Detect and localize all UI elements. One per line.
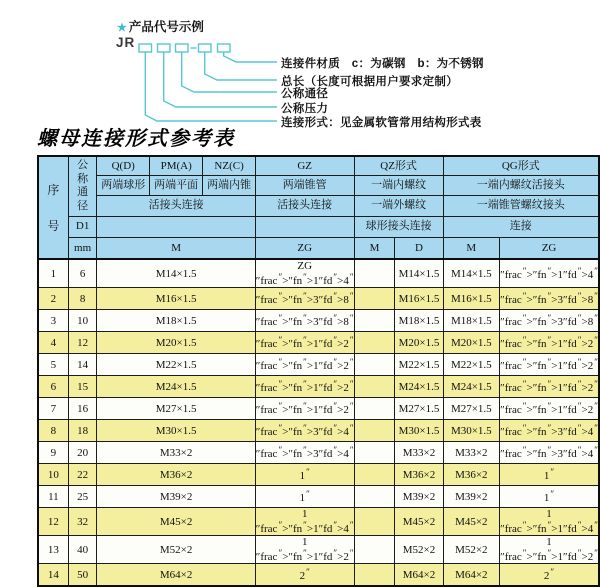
cell-qz-m [354, 376, 395, 398]
cell-serial: 11 [38, 486, 68, 508]
cell-qg-m: M39×2 [443, 486, 500, 508]
cell-zg: ″frac″>″fn″>1″fd″>2″ [255, 398, 354, 420]
code-box-2 [158, 44, 171, 52]
cell-qz-m [354, 332, 395, 354]
table-row [38, 464, 599, 486]
cell-qg-zg: ″frac″>″fn″>3″fd″>4″ [500, 420, 599, 442]
cell-qg-zg: ″frac″>″fn″>1″fd″>2″ [500, 354, 599, 376]
cell-m-thread: M16×1.5 [97, 288, 255, 310]
cell-qg-m: M20×1.5 [443, 332, 500, 354]
cell-zg: 1 ″frac″>″fn″>1″fd″>2″ [255, 536, 354, 563]
header-qg-desc2: 一端锥管螺纹接头 [443, 195, 599, 216]
callout-label-pressure: 公称压力 [281, 103, 329, 115]
header-pm: PM(A) [149, 156, 203, 175]
diagram-heading [117, 17, 204, 35]
callout-label-connection: 连接形式：见金属软管常用结构形式表 [281, 117, 482, 129]
diagram-heading-text: 产品代号示例 [128, 20, 204, 34]
cell-qz-m [354, 259, 395, 288]
cell-qg-zg: ″frac″>″fn″>1″fd″>2″ [500, 398, 599, 420]
header-qz-m-unit: M [354, 237, 395, 259]
nut-connection-reference-table [37, 155, 600, 587]
cell-m-thread: M52×2 [97, 536, 255, 564]
cell-m-thread: M24×1.5 [97, 376, 255, 398]
cell-qg-zg: 2″ [500, 564, 599, 587]
cell-m-thread: M36×2 [97, 464, 255, 486]
cell-qz-d: M52×2 [395, 536, 443, 564]
table-row [38, 332, 599, 354]
cell-zg: ″frac″>″fn″>1″fd″>2″ [255, 332, 354, 354]
header-qz-d-unit: D [395, 237, 443, 259]
cell-qg-zg: ″frac″>″fn″>1″fd″>4″ [500, 259, 599, 288]
cell-qz-m [354, 288, 395, 310]
cell-serial: 9 [38, 442, 68, 464]
cell-zg: 1″ [255, 486, 354, 508]
product-code-prefix: JR [116, 35, 136, 50]
cell-qg-zg: ″frac″>″fn″>1″fd″>2″ [500, 332, 599, 354]
cell-m-thread: M27×1.5 [97, 398, 255, 420]
cell-dn-mm: 12 [68, 332, 97, 354]
cell-zg: ″frac″>″fn″>3″fd″>8″ [255, 288, 354, 310]
cell-qg-m: M45×2 [443, 508, 500, 536]
cell-qg-zg: 1 ″frac″>″fn″>1″fd″>2″ [500, 536, 598, 563]
header-zg-unit: ZG [255, 237, 354, 259]
cell-qg-m: M27×1.5 [443, 398, 500, 420]
code-box-4 [199, 44, 212, 52]
cell-serial: 13 [38, 536, 68, 564]
cell-m-thread: M39×2 [97, 486, 255, 508]
cell-qz-d: M36×2 [395, 464, 443, 486]
table-row [38, 398, 599, 420]
cell-serial: 14 [38, 564, 68, 587]
table-row [38, 354, 599, 376]
cell-zg: ″frac″>″fn″>3″fd″>4″ [255, 420, 354, 442]
cell-qg-zg: 1 ″frac″>″fn″>1″fd″>4″ [500, 508, 598, 535]
cell-serial: 7 [38, 398, 68, 420]
cell-qg-m: M24×1.5 [443, 376, 500, 398]
cell-dn-mm: 40 [68, 536, 97, 564]
header-qz-desc3: 球形接头连接 [354, 216, 443, 237]
table-row [38, 536, 599, 564]
cell-qg-zg: ″frac″>″fn″>3″fd″>4″ [500, 442, 599, 464]
cell-qg-zg: ″frac″>″fn″>1″fd″>2″ [500, 376, 599, 398]
header-qg-desc3: 连接 [443, 216, 599, 237]
table-row [38, 420, 599, 442]
code-box-5 [218, 44, 231, 52]
cell-qz-d: M27×1.5 [395, 398, 443, 420]
cell-qz-m [354, 486, 395, 508]
cell-dn-mm: 8 [68, 288, 97, 310]
cell-dn-mm: 50 [68, 564, 97, 587]
cell-m-thread: M14×1.5 [97, 259, 255, 288]
cell-zg: 2″ [255, 564, 354, 587]
cell-qz-m [354, 310, 395, 332]
cell-qg-m: M22×1.5 [443, 354, 500, 376]
cell-dn-mm: 32 [68, 508, 97, 536]
callout-line-1 [224, 52, 277, 62]
header-q-desc: 两端球形 [97, 175, 149, 195]
cell-m-thread: M33×2 [97, 442, 255, 464]
table-row [38, 259, 599, 288]
header-gz: GZ [255, 156, 354, 175]
cell-qg-m: M16×1.5 [443, 288, 500, 310]
cell-dn-mm: 6 [68, 259, 97, 288]
header-qz-desc2: 一端外螺纹 [354, 195, 443, 216]
cell-serial: 10 [38, 464, 68, 486]
header-qg-m-unit: M [443, 237, 500, 259]
header-nz-desc: 两端内锥 [203, 175, 255, 195]
cell-qz-m [354, 442, 395, 464]
cell-qz-d: M30×1.5 [395, 420, 443, 442]
callout-line-2 [205, 52, 277, 80]
table-row [38, 376, 599, 398]
cell-serial: 12 [38, 508, 68, 536]
cell-serial: 8 [38, 420, 68, 442]
cell-qg-zg: 1″ [500, 486, 599, 508]
cell-zg: ″frac″>″fn″>3″fd″>4″ [255, 442, 354, 464]
cell-qz-d: M16×1.5 [395, 288, 443, 310]
cell-qz-d: M22×1.5 [395, 354, 443, 376]
table-row [38, 288, 599, 310]
cell-serial: 3 [38, 310, 68, 332]
cell-qg-zg: ″frac″>″fn″>3″fd″>8″ [500, 288, 599, 310]
header-serial-col: 序号 [38, 156, 68, 259]
header-dn-col: 公称通径 [68, 156, 97, 216]
cell-dn-mm: 18 [68, 420, 97, 442]
cell-dn-mm: 20 [68, 442, 97, 464]
cell-zg: 1 ″frac″>″fn″>1″fd″>4″ [255, 508, 354, 535]
cell-m-thread: M30×1.5 [97, 420, 255, 442]
table-title: 螺母连接形式参考表 [37, 126, 235, 150]
cell-qz-d: M14×1.5 [395, 259, 443, 288]
cell-qg-zg: 1″ [500, 464, 599, 486]
callout-label-diameter: 公称通径 [281, 88, 329, 100]
star-icon: ★ [117, 22, 127, 34]
header-gz-desc: 两端锥管 [255, 175, 354, 195]
cell-qg-m: M33×2 [443, 442, 500, 464]
cell-m-thread: M18×1.5 [97, 310, 255, 332]
cell-qg-m: M64×2 [443, 564, 500, 587]
cell-qz-m [354, 398, 395, 420]
cell-zg: ″frac″>″fn″>1″fd″>2″ [255, 354, 354, 376]
code-box-3 [176, 44, 189, 52]
header-mm: mm [68, 237, 97, 259]
header-qz: QZ形式 [354, 156, 443, 175]
callout-label-length: 总长（长度可根据用户要求定制） [281, 76, 458, 88]
cell-qg-zg: ″frac″>″fn″>3″fd″>8″ [500, 310, 599, 332]
header-gz-connection: 活接头连接 [255, 195, 354, 216]
cell-qg-m: M14×1.5 [443, 259, 500, 288]
header-nz: NZ(C) [203, 156, 255, 175]
cell-qg-m: M36×2 [443, 464, 500, 486]
header-qg-zg-unit: ZG [500, 237, 599, 259]
cell-qg-m: M52×2 [443, 536, 500, 564]
header-qz-desc1: 一端内螺纹 [354, 175, 443, 195]
header-m-unit: M [97, 237, 255, 259]
cell-serial: 2 [38, 288, 68, 310]
header-empty-gz [255, 216, 354, 237]
cell-qz-m [354, 508, 395, 536]
header-qg: QG形式 [443, 156, 599, 175]
cell-qz-m [354, 464, 395, 486]
cell-qz-d: M33×2 [395, 442, 443, 464]
cell-qz-d: M64×2 [395, 564, 443, 587]
cell-zg: ZG ″frac″>″fn″>1″fd″>4″ [255, 260, 354, 287]
table-body [38, 259, 599, 586]
cell-zg: 1″ [255, 464, 354, 486]
cell-serial: 5 [38, 354, 68, 376]
header-d1: D1 [68, 216, 97, 237]
cell-serial: 6 [38, 376, 68, 398]
cell-m-thread: M45×2 [97, 508, 255, 536]
cell-dn-mm: 15 [68, 376, 97, 398]
cell-dn-mm: 16 [68, 398, 97, 420]
cell-zg: ″frac″>″fn″>1″fd″>2″ [255, 376, 354, 398]
code-box-1 [139, 44, 152, 52]
cell-serial: 4 [38, 332, 68, 354]
header-qg-desc1: 一端内螺纹活接头 [443, 175, 599, 195]
cell-m-thread: M22×1.5 [97, 354, 255, 376]
cell-qz-m [354, 420, 395, 442]
table-row [38, 508, 599, 536]
header-q: Q(D) [97, 156, 149, 175]
cell-dn-mm: 22 [68, 464, 97, 486]
cell-qg-m: M18×1.5 [443, 310, 500, 332]
cell-serial: 1 [38, 259, 68, 288]
cell-qz-m [354, 536, 395, 564]
cell-qz-d: M24×1.5 [395, 376, 443, 398]
cell-dn-mm: 14 [68, 354, 97, 376]
header-pm-desc: 两端平面 [149, 175, 203, 195]
cell-m-thread: M20×1.5 [97, 332, 255, 354]
cell-dn-mm: 25 [68, 486, 97, 508]
cell-qz-d: M20×1.5 [395, 332, 443, 354]
cell-qg-m: M30×1.5 [443, 420, 500, 442]
table-row [38, 486, 599, 508]
table-row [38, 310, 599, 332]
cell-zg: ″frac″>″fn″>3″fd″>8″ [255, 310, 354, 332]
cell-qz-m [354, 354, 395, 376]
header-union-connection: 活接头连接 [97, 195, 255, 216]
cell-qz-d: M45×2 [395, 508, 443, 536]
callout-label-material: 连接件材质 c：为碳钢 b：为不锈钢 [281, 58, 484, 70]
cell-qz-d: M18×1.5 [395, 310, 443, 332]
cell-dn-mm: 10 [68, 310, 97, 332]
cell-qz-d: M39×2 [395, 486, 443, 508]
table-row [38, 442, 599, 464]
cell-m-thread: M64×2 [97, 564, 255, 587]
header-empty-m [97, 216, 255, 237]
